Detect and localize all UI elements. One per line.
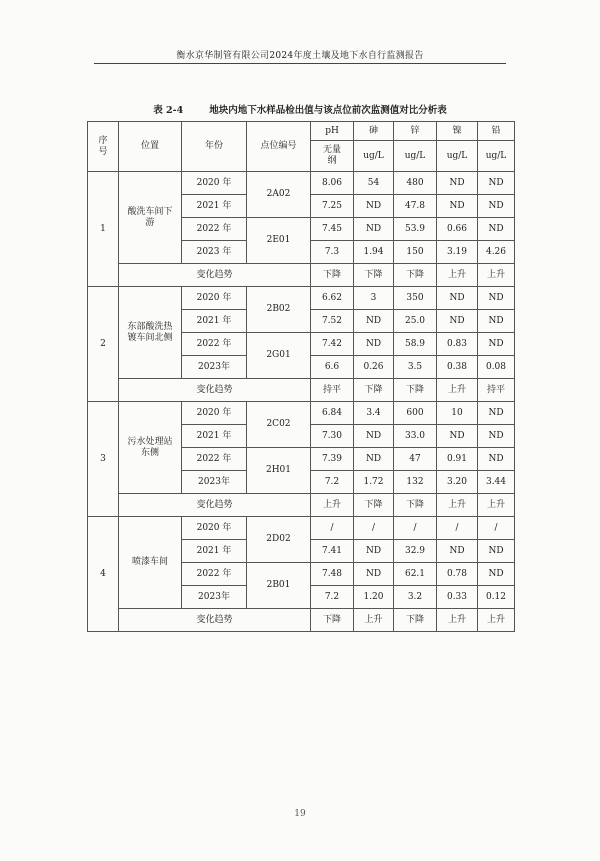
- row-point: 2A02: [247, 172, 311, 218]
- trend-ni: 上升: [437, 379, 478, 402]
- row-point: 2G01: [247, 333, 311, 379]
- row-location: 喷漆车间: [119, 517, 182, 609]
- value-pb: 3.44: [478, 471, 515, 494]
- value-as: 54: [354, 172, 394, 195]
- value-ni: 0.33: [437, 586, 478, 609]
- value-ni: 0.91: [437, 448, 478, 471]
- col-ph-header: pH: [311, 122, 354, 141]
- row-point: 2E01: [247, 218, 311, 264]
- trend-ni: 上升: [437, 494, 478, 517]
- value-zn: 58.9: [394, 333, 437, 356]
- value-pb: ND: [478, 195, 515, 218]
- row-year: 2021 年: [182, 425, 247, 448]
- table-row: [88, 517, 515, 540]
- col-as-unit: ug/L: [354, 141, 394, 172]
- trend-ph: 下降: [311, 609, 354, 632]
- trend-pb: 持平: [478, 379, 515, 402]
- value-zn: 3.5: [394, 356, 437, 379]
- row-year: 2023 年: [182, 241, 247, 264]
- row-year: 2020 年: [182, 287, 247, 310]
- row-seq: 1: [88, 172, 119, 287]
- value-ni: 3.20: [437, 471, 478, 494]
- value-as: 1.72: [354, 471, 394, 494]
- row-seq: 4: [88, 517, 119, 632]
- value-ni: 0.38: [437, 356, 478, 379]
- value-as: ND: [354, 195, 394, 218]
- value-ni: 3.19: [437, 241, 478, 264]
- value-ph: 7.25: [311, 195, 354, 218]
- trend-zn: 下降: [394, 609, 437, 632]
- value-as: 1.94: [354, 241, 394, 264]
- row-location: 酸洗车间下游: [119, 172, 182, 264]
- groundwater-comparison-table: [87, 121, 515, 632]
- value-zn: 600: [394, 402, 437, 425]
- row-year: 2023年: [182, 356, 247, 379]
- value-ph: 6.6: [311, 356, 354, 379]
- value-as: /: [354, 517, 394, 540]
- value-ph: /: [311, 517, 354, 540]
- header-rule: [94, 63, 506, 64]
- table-row: [88, 402, 515, 425]
- row-point: 2B01: [247, 563, 311, 609]
- row-year: 2020 年: [182, 172, 247, 195]
- row-seq: 2: [88, 287, 119, 402]
- value-pb: ND: [478, 563, 515, 586]
- value-ni: ND: [437, 195, 478, 218]
- trend-ph: 持平: [311, 379, 354, 402]
- value-ph: 6.84: [311, 402, 354, 425]
- col-pb-header: 铅: [478, 122, 515, 141]
- trend-row: [88, 609, 515, 632]
- value-ni: 0.83: [437, 333, 478, 356]
- value-ni: ND: [437, 172, 478, 195]
- row-location: 污水处理站东侧: [119, 402, 182, 494]
- trend-ph: 上升: [311, 494, 354, 517]
- value-zn: 53.9: [394, 218, 437, 241]
- trend-ph: 下降: [311, 264, 354, 287]
- value-ph: 7.45: [311, 218, 354, 241]
- col-ni-unit: ug/L: [437, 141, 478, 172]
- value-pb: 4.26: [478, 241, 515, 264]
- value-ph: 7.52: [311, 310, 354, 333]
- value-as: ND: [354, 425, 394, 448]
- trend-zn: 下降: [394, 264, 437, 287]
- trend-as: 下降: [354, 379, 394, 402]
- value-as: ND: [354, 540, 394, 563]
- value-zn: 62.1: [394, 563, 437, 586]
- value-ph: 7.30: [311, 425, 354, 448]
- row-point: 2H01: [247, 448, 311, 494]
- col-ph-unit: 无量纲: [311, 141, 354, 172]
- value-zn: 350: [394, 287, 437, 310]
- value-pb: ND: [478, 287, 515, 310]
- value-pb: ND: [478, 425, 515, 448]
- report-header: 衡水京华制管有限公司2024年度土壤及地下水自行监测报告: [176, 51, 424, 61]
- value-ni: ND: [437, 310, 478, 333]
- row-year: 2022 年: [182, 333, 247, 356]
- value-pb: ND: [478, 402, 515, 425]
- value-zn: 47: [394, 448, 437, 471]
- table-number: 表 2-4: [153, 105, 184, 116]
- value-pb: ND: [478, 310, 515, 333]
- row-year: 2021 年: [182, 310, 247, 333]
- value-zn: 3.2: [394, 586, 437, 609]
- value-ph: 7.42: [311, 333, 354, 356]
- trend-row: [88, 264, 515, 287]
- value-zn: /: [394, 517, 437, 540]
- value-as: ND: [354, 218, 394, 241]
- value-zn: 47.8: [394, 195, 437, 218]
- value-pb: ND: [478, 333, 515, 356]
- value-zn: 25.0: [394, 310, 437, 333]
- trend-label: 变化趋势: [119, 609, 311, 632]
- row-year: 2022 年: [182, 563, 247, 586]
- table-row: [88, 287, 515, 310]
- col-location-header: 位置: [119, 122, 182, 172]
- col-year-header: 年份: [182, 122, 247, 172]
- value-ni: ND: [437, 540, 478, 563]
- value-pb: 0.08: [478, 356, 515, 379]
- value-as: ND: [354, 448, 394, 471]
- table-caption: [0, 102, 600, 116]
- value-ph: 7.48: [311, 563, 354, 586]
- value-as: ND: [354, 333, 394, 356]
- row-point: 2B02: [247, 287, 311, 333]
- value-ni: /: [437, 517, 478, 540]
- row-year: 2020 年: [182, 517, 247, 540]
- value-ni: 10: [437, 402, 478, 425]
- trend-label: 变化趋势: [119, 494, 311, 517]
- row-year: 2023年: [182, 471, 247, 494]
- value-zn: 150: [394, 241, 437, 264]
- col-ni-header: 镍: [437, 122, 478, 141]
- row-year: 2022 年: [182, 448, 247, 471]
- row-year: 2021 年: [182, 540, 247, 563]
- col-pb-unit: ug/L: [478, 141, 515, 172]
- table-body: [88, 172, 515, 632]
- trend-as: 上升: [354, 609, 394, 632]
- value-ph: 8.06: [311, 172, 354, 195]
- value-zn: 132: [394, 471, 437, 494]
- row-seq: 3: [88, 402, 119, 517]
- value-ni: ND: [437, 287, 478, 310]
- row-point: 2C02: [247, 402, 311, 448]
- value-pb: ND: [478, 172, 515, 195]
- trend-row: [88, 379, 515, 402]
- value-ni: ND: [437, 425, 478, 448]
- value-as: 3.4: [354, 402, 394, 425]
- trend-zn: 下降: [394, 494, 437, 517]
- trend-as: 下降: [354, 264, 394, 287]
- trend-ni: 上升: [437, 609, 478, 632]
- value-ph: 7.39: [311, 448, 354, 471]
- value-ph: 7.2: [311, 471, 354, 494]
- trend-pb: 上升: [478, 609, 515, 632]
- trend-label: 变化趋势: [119, 264, 311, 287]
- value-ph: 7.2: [311, 586, 354, 609]
- trend-as: 下降: [354, 494, 394, 517]
- value-pb: ND: [478, 218, 515, 241]
- value-zn: 480: [394, 172, 437, 195]
- value-zn: 32.9: [394, 540, 437, 563]
- value-ni: 0.78: [437, 563, 478, 586]
- col-zn-header: 锌: [394, 122, 437, 141]
- col-zn-unit: ug/L: [394, 141, 437, 172]
- value-as: 0.26: [354, 356, 394, 379]
- row-year: 2020 年: [182, 402, 247, 425]
- trend-zn: 下降: [394, 379, 437, 402]
- value-pb: 0.12: [478, 586, 515, 609]
- value-as: ND: [354, 563, 394, 586]
- value-pb: ND: [478, 540, 515, 563]
- row-point: 2D02: [247, 517, 311, 563]
- value-pb: /: [478, 517, 515, 540]
- value-zn: 33.0: [394, 425, 437, 448]
- row-year: 2022 年: [182, 218, 247, 241]
- value-ni: 0.66: [437, 218, 478, 241]
- value-as: ND: [354, 310, 394, 333]
- value-pb: ND: [478, 448, 515, 471]
- row-location: 东部酸洗热镀车间北侧: [119, 287, 182, 379]
- value-ph: 7.3: [311, 241, 354, 264]
- value-ph: 6.62: [311, 287, 354, 310]
- value-as: 1.20: [354, 586, 394, 609]
- trend-ni: 上升: [437, 264, 478, 287]
- value-as: 3: [354, 287, 394, 310]
- table-title: 地块内地下水样品检出值与该点位前次监测值对比分析表: [209, 105, 447, 116]
- trend-pb: 上升: [478, 264, 515, 287]
- col-seq-header: 序号: [88, 122, 119, 172]
- col-as-header: 砷: [354, 122, 394, 141]
- trend-pb: 上升: [478, 494, 515, 517]
- page-number: 19: [294, 809, 306, 819]
- table-row: [88, 172, 515, 195]
- row-year: 2023年: [182, 586, 247, 609]
- row-year: 2021 年: [182, 195, 247, 218]
- col-point-header: 点位编号: [247, 122, 311, 172]
- trend-row: [88, 494, 515, 517]
- value-ph: 7.41: [311, 540, 354, 563]
- trend-label: 变化趋势: [119, 379, 311, 402]
